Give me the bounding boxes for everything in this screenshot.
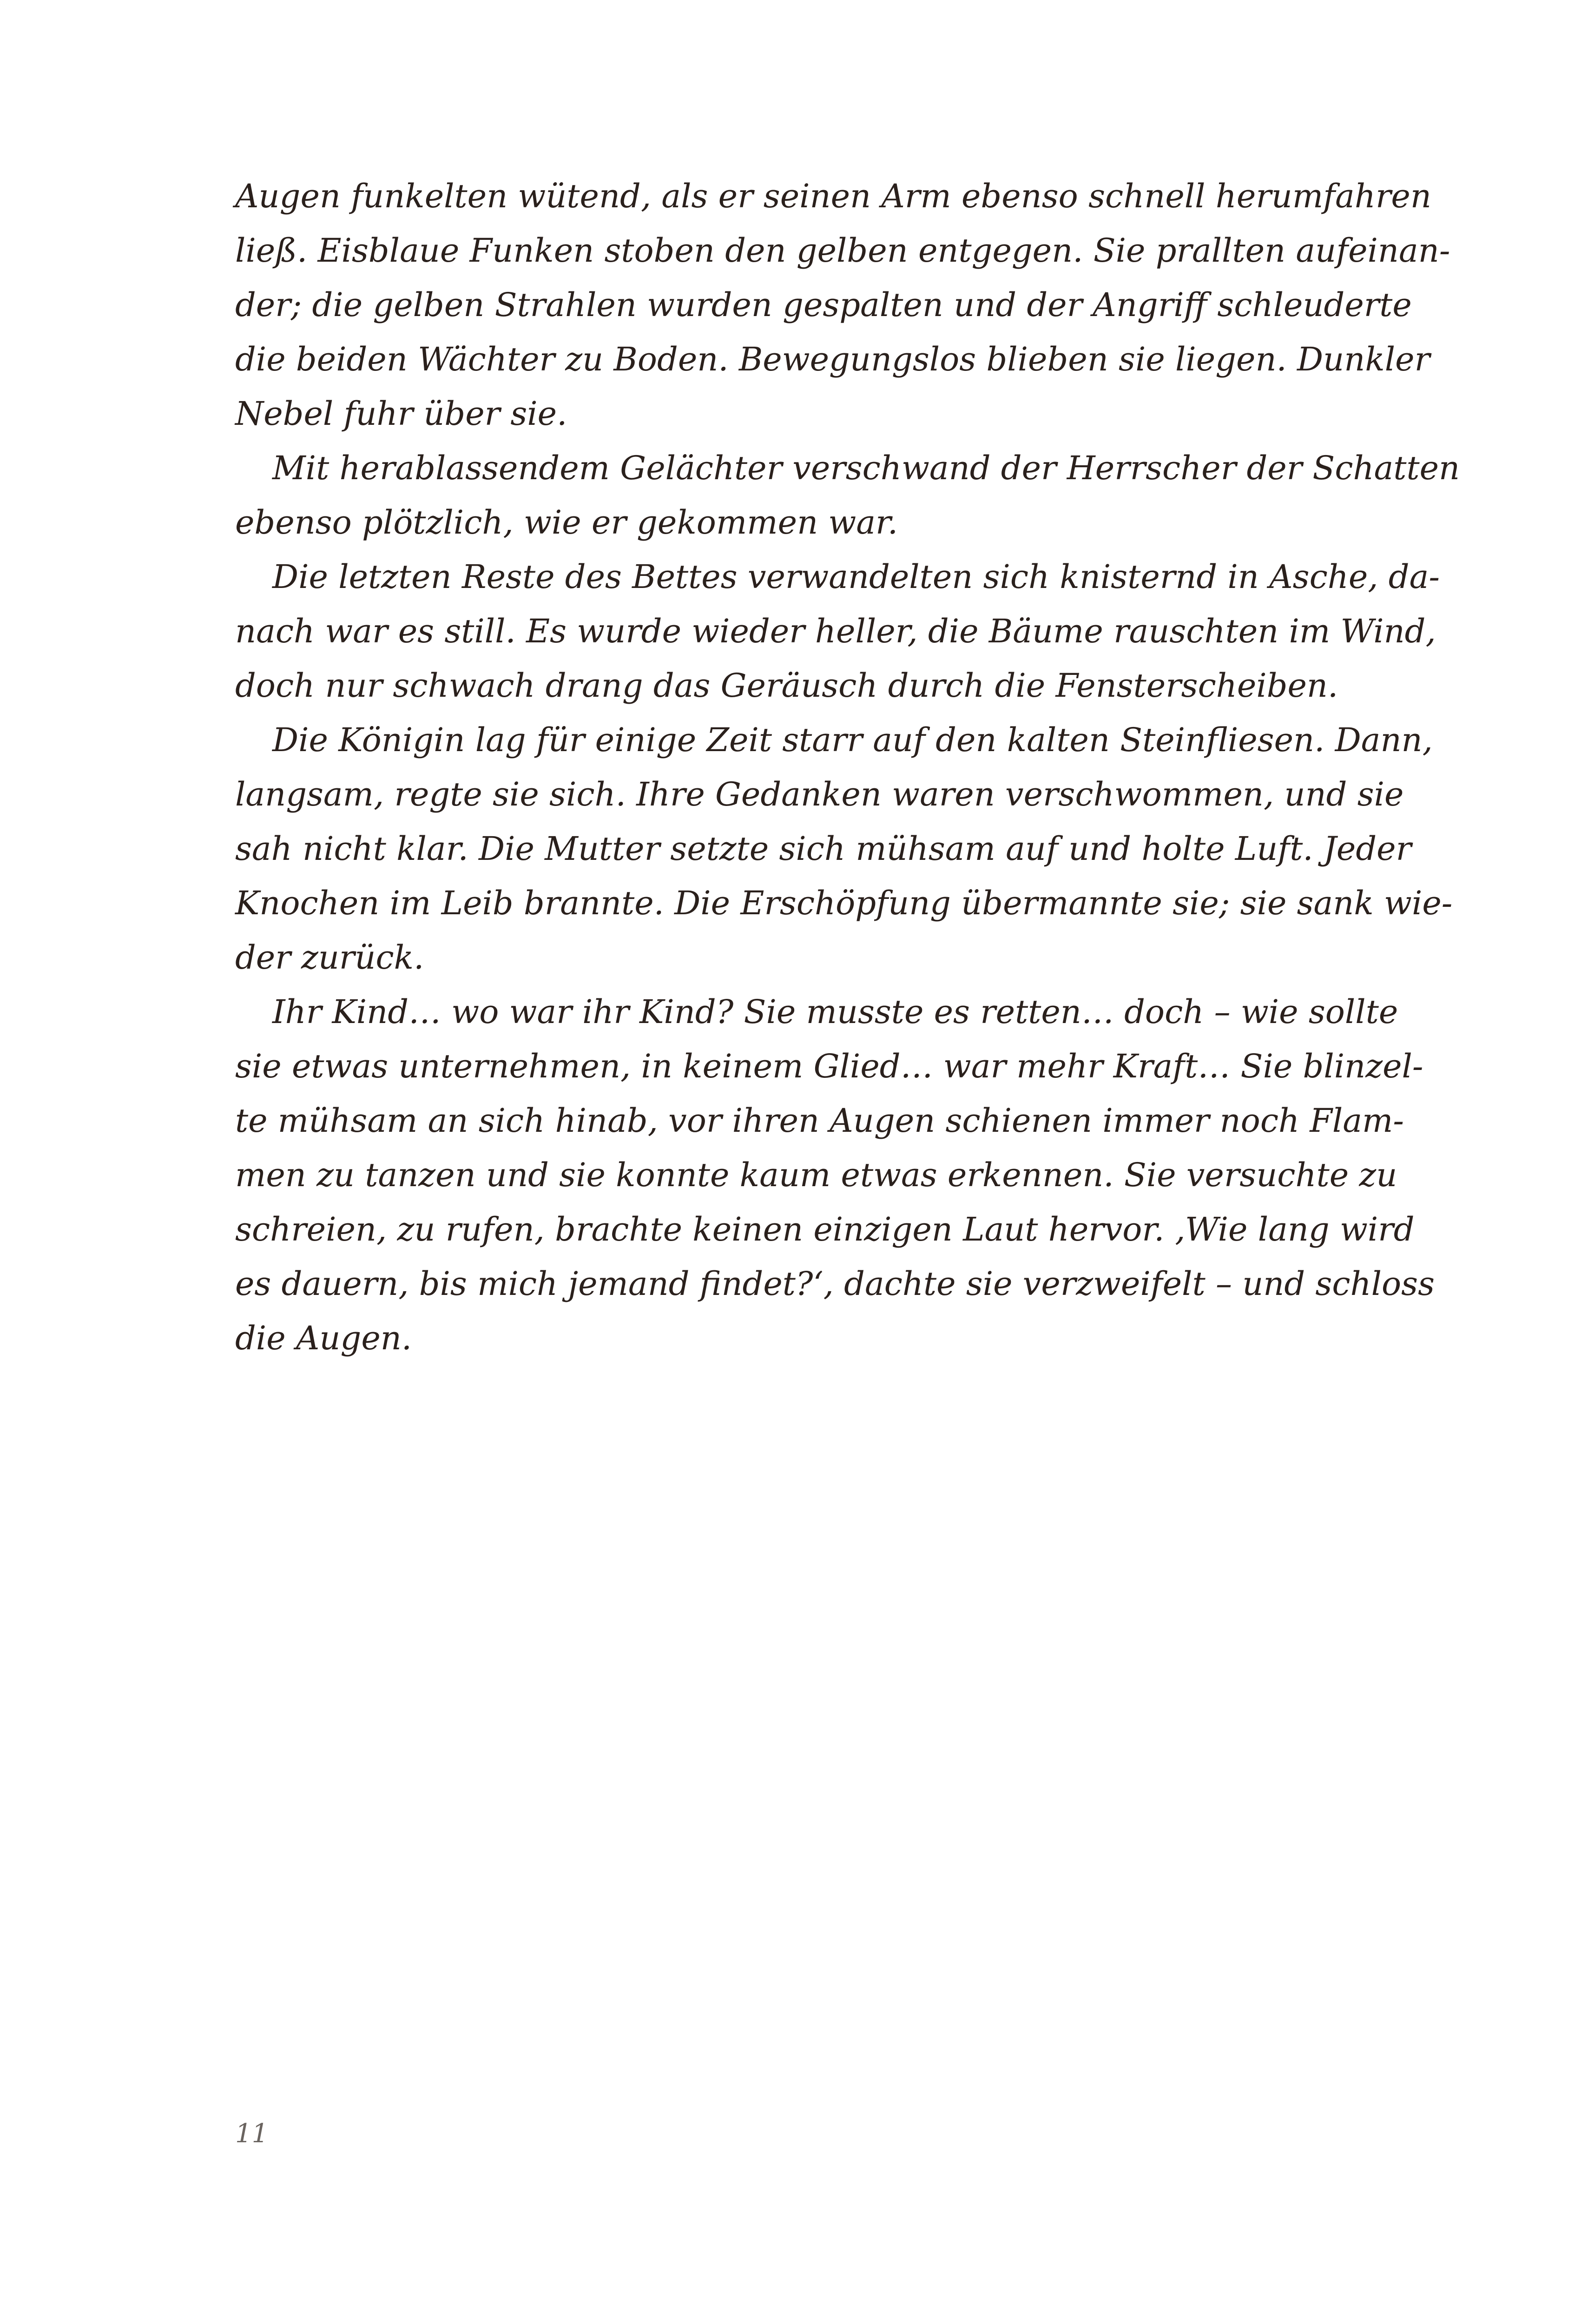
text-line: die Augen. <box>235 1319 412 1357</box>
text-line: Nebel fuhr über sie. <box>235 395 567 433</box>
text-line: doch nur schwach drang das Geräusch durch die Fensterscheiben. <box>235 667 1338 705</box>
text-line: die beiden Wächter zu Boden. Bewegungslos blieben sie liegen. Dunkler <box>235 340 1430 378</box>
text-line: sah nicht klar. Die Mutter setzte sich mühsam auf und holte Luft. Jeder <box>235 830 1412 868</box>
text-line: es dauern, bis mich jemand findet?‘, dachte sie verzweifelt – und schloss <box>235 1265 1435 1303</box>
text-line: nach war es still. Es wurde wieder heller, die Bäume rauschten im Wind, <box>235 612 1436 650</box>
text-line: ließ. Eisblaue Funken stoben den gelben entgegen. Sie prallten aufeinan- <box>235 231 1450 270</box>
text-line: Knochen im Leib brannte. Die Erschöpfung übermannte sie; sie sank wie- <box>235 884 1453 922</box>
body-text <box>235 169 1460 1366</box>
text-line: Die letzten Reste des Bettes verwandelten sich knisternd in Asche, da- <box>272 558 1440 596</box>
page-number: 11 <box>235 2119 269 2149</box>
text-line: langsam, regte sie sich. Ihre Gedanken waren verschwommen, und sie <box>235 775 1404 813</box>
text-line: Die Königin lag für einige Zeit starr auf den kalten Steinfliesen. Dann, <box>272 721 1433 759</box>
text-line: der; die gelben Strahlen wurden gespalten und der Angriff schleuderte <box>235 286 1412 324</box>
text-line: der zurück. <box>235 938 424 977</box>
text-line: schreien, zu rufen, brachte keinen einzigen Laut hervor. ‚Wie lang wird <box>235 1210 1415 1248</box>
text-line: ebenso plötzlich, wie er gekommen war. <box>235 503 898 541</box>
text-line: te mühsam an sich hinab, vor ihren Augen schienen immer noch Flam- <box>235 1102 1404 1140</box>
text-line: Ihr Kind… wo war ihr Kind? Sie musste es retten… doch – wie sollte <box>272 993 1398 1031</box>
text-line: Augen funkelten wütend, als er seinen Arm ebenso schnell herumfahren <box>235 177 1431 215</box>
text-line: men zu tanzen und sie konnte kaum etwas erkennen. Sie versuchte zu <box>235 1156 1397 1194</box>
text-line: sie etwas unternehmen, in keinem Glied… war mehr Kraft… Sie blinzel- <box>235 1047 1423 1085</box>
text-line: Mit herablassendem Gelächter verschwand der Herrscher der Schatten <box>272 449 1460 487</box>
